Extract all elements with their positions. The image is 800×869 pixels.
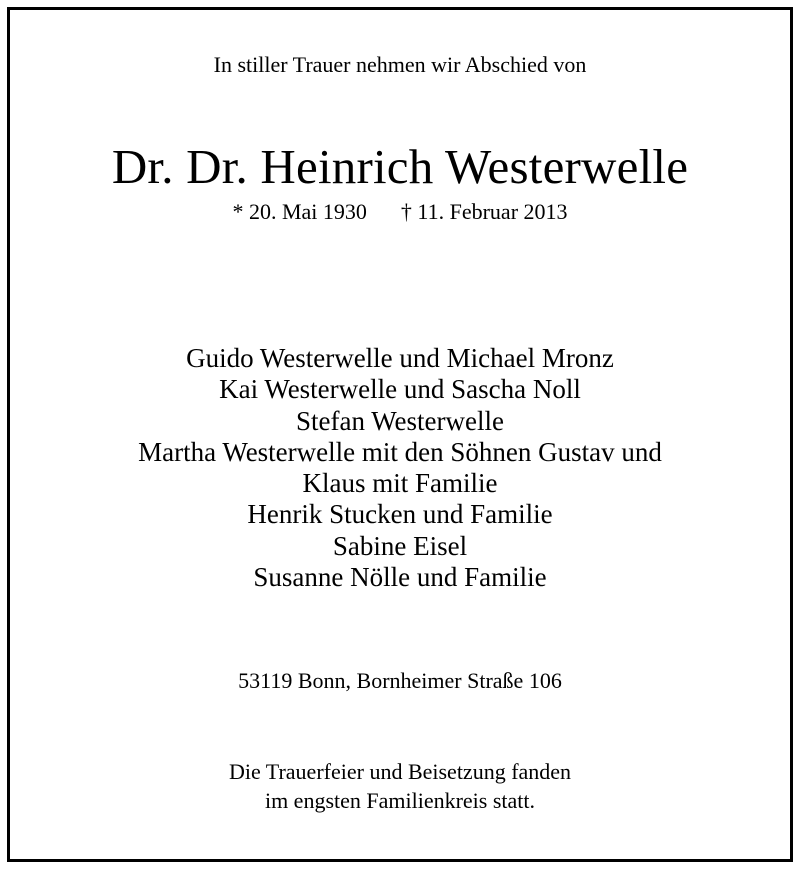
family-list [0, 343, 800, 593]
death-date: † 11. Februar 2013 [400, 199, 568, 224]
family-line: Martha Westerwelle mit den Söhnen Gustav und [138, 436, 662, 467]
address: 53119 Bonn, Bornheimer Straße 106 [238, 668, 562, 693]
family-line: Klaus mit Familie [302, 468, 498, 499]
family-line: Sabine Eisel [332, 530, 468, 561]
intro-text: In stiller Trauer nehmen wir Abschied von [213, 52, 587, 77]
family-line: Stefan Westerwelle [296, 405, 504, 436]
family-line: Susanne Nölle und Familie [253, 562, 547, 593]
family-line: Guido Westerwelle und Michael Mronz [186, 343, 614, 373]
family-line: Henrik Stucken und Familie [247, 499, 553, 530]
closing-note-line-2: im engsten Familienkreis statt. [264, 788, 536, 813]
deceased-name: Dr. Dr. Heinrich Westerwelle [111, 139, 689, 194]
closing-note-line-1: Die Trauerfeier und Beisetzung fanden [228, 759, 572, 784]
life-dates [0, 199, 800, 225]
family-line: Kai Westerwelle und Sascha Noll [219, 374, 581, 405]
birth-date: * 20. Mai 1930 [232, 199, 367, 224]
